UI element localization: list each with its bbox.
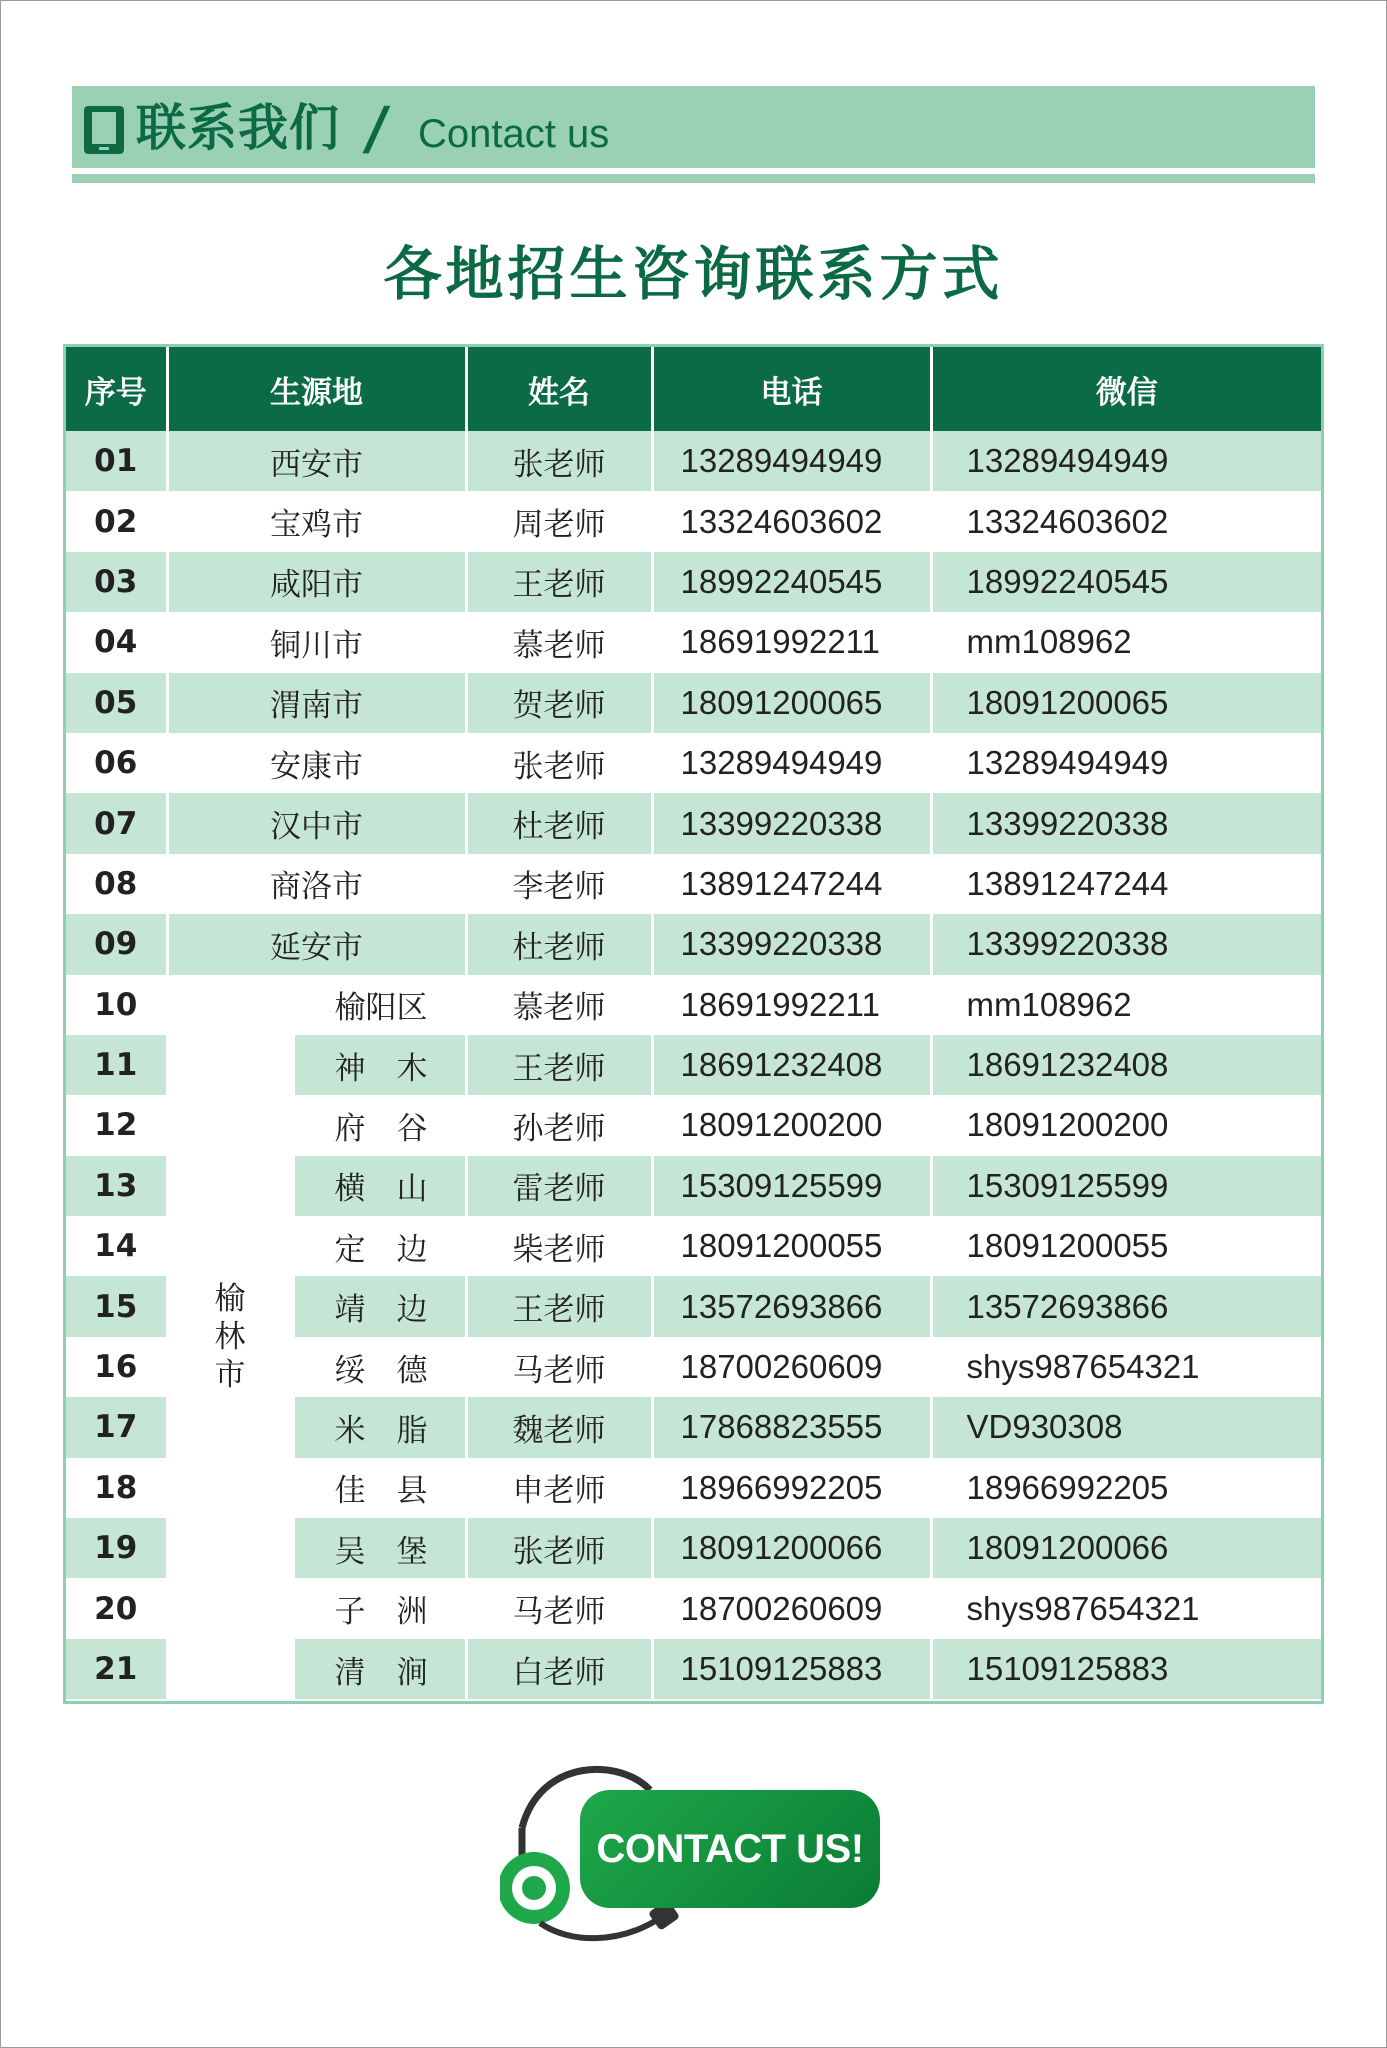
row-name: 马老师: [466, 1337, 652, 1397]
column-header-phone: 电话: [652, 347, 931, 431]
table-row: [66, 914, 1321, 974]
row-wechat: shys987654321: [931, 1337, 1321, 1397]
row-phone: 18691992211: [652, 975, 931, 1035]
row-index: 19: [66, 1518, 167, 1578]
yulin-merged-cell: [167, 975, 293, 1700]
row-name: 白老师: [466, 1639, 652, 1699]
row-wechat: 18091200055: [931, 1216, 1321, 1276]
row-origin: 铜川市: [167, 612, 466, 672]
row-wechat: 18091200066: [931, 1518, 1321, 1578]
row-index: 17: [66, 1397, 167, 1457]
row-origin: 西安市: [167, 431, 466, 491]
row-phone: 15309125599: [652, 1156, 931, 1216]
row-name: 张老师: [466, 733, 652, 793]
row-index: 06: [66, 733, 167, 793]
row-index: 12: [66, 1095, 167, 1155]
row-index: 15: [66, 1276, 167, 1336]
row-index: 03: [66, 552, 167, 612]
row-wechat: 13289494949: [931, 733, 1321, 793]
row-name: 张老师: [466, 431, 652, 491]
row-wechat: 13399220338: [931, 914, 1321, 974]
yulin-label-char: 林: [214, 1318, 246, 1355]
row-index: 16: [66, 1337, 167, 1397]
table-row: [66, 793, 1321, 853]
row-origin: 延安市: [167, 914, 466, 974]
row-index: 05: [66, 673, 167, 733]
row-name: 杜老师: [466, 793, 652, 853]
row-index: 09: [66, 914, 167, 974]
row-wechat: 15309125599: [931, 1156, 1321, 1216]
row-phone: 18700260609: [652, 1578, 931, 1638]
row-name: 雷老师: [466, 1156, 652, 1216]
row-phone: 13289494949: [652, 431, 931, 491]
header-title-cn: 联系我们: [136, 99, 340, 157]
row-origin: 商洛市: [167, 854, 466, 914]
yulin-label-char: 榆: [214, 1280, 246, 1317]
table-row: [66, 612, 1321, 672]
header-slash: /: [361, 94, 392, 162]
row-wechat: 18992240545: [931, 552, 1321, 612]
table-row: [66, 431, 1321, 491]
row-wechat: shys987654321: [931, 1578, 1321, 1638]
row-phone: 18091200055: [652, 1216, 931, 1276]
row-phone: 18091200200: [652, 1095, 931, 1155]
row-county: 横 山: [293, 1156, 466, 1216]
row-phone: 18091200066: [652, 1518, 931, 1578]
page-title: 各地招生咨询联系方式: [383, 240, 1004, 308]
row-phone: 18966992205: [652, 1458, 931, 1518]
row-wechat: 13891247244: [931, 854, 1321, 914]
row-wechat: mm108962: [931, 612, 1321, 672]
row-wechat: 18966992205: [931, 1458, 1321, 1518]
table-row: [66, 854, 1321, 914]
row-phone: 13399220338: [652, 793, 931, 853]
row-name: 慕老师: [466, 975, 652, 1035]
row-origin: 咸阳市: [167, 552, 466, 612]
row-phone: 17868823555: [652, 1397, 931, 1457]
row-index: 08: [66, 854, 167, 914]
row-name: 王老师: [466, 552, 652, 612]
row-index: 02: [66, 491, 167, 551]
column-header-name: 姓名: [466, 347, 652, 431]
row-origin: 渭南市: [167, 673, 466, 733]
row-county: 神 木: [293, 1035, 466, 1095]
row-wechat: 13399220338: [931, 793, 1321, 853]
row-name: 王老师: [466, 1276, 652, 1336]
table-row: [66, 733, 1321, 793]
row-county: 佳 县: [293, 1458, 466, 1518]
header-underline: [72, 174, 1315, 183]
row-origin: 安康市: [167, 733, 466, 793]
row-county: 绥 德: [293, 1337, 466, 1397]
row-phone: 13572693866: [652, 1276, 931, 1336]
row-county: 吴 堡: [293, 1518, 466, 1578]
row-wechat: mm108962: [931, 975, 1321, 1035]
row-county: 定 边: [293, 1216, 466, 1276]
row-wechat: 18091200200: [931, 1095, 1321, 1155]
row-index: 01: [66, 431, 167, 491]
row-phone: 13324603602: [652, 491, 931, 551]
row-county: 清 涧: [293, 1639, 466, 1699]
row-phone: 18700260609: [652, 1337, 931, 1397]
row-name: 慕老师: [466, 612, 652, 672]
row-county: 米 脂: [293, 1397, 466, 1457]
row-origin: 汉中市: [167, 793, 466, 853]
row-index: 07: [66, 793, 167, 853]
row-phone: 18091200065: [652, 673, 931, 733]
yulin-label-char: 市: [214, 1356, 246, 1393]
row-index: 21: [66, 1639, 167, 1699]
row-county: 榆阳区: [293, 975, 466, 1035]
table-row: [66, 552, 1321, 612]
row-county: 府 谷: [293, 1095, 466, 1155]
row-wechat: 13324603602: [931, 491, 1321, 551]
row-phone: 13289494949: [652, 733, 931, 793]
column-header-origin: 生源地: [167, 347, 466, 431]
row-origin: 宝鸡市: [167, 491, 466, 551]
row-phone: 13891247244: [652, 854, 931, 914]
table-row: [66, 673, 1321, 733]
row-name: 魏老师: [466, 1397, 652, 1457]
row-index: 13: [66, 1156, 167, 1216]
row-phone: 13399220338: [652, 914, 931, 974]
row-name: 柴老师: [466, 1216, 652, 1276]
row-index: 20: [66, 1578, 167, 1638]
row-name: 李老师: [466, 854, 652, 914]
row-wechat: 13289494949: [931, 431, 1321, 491]
column-header-index: 序号: [66, 347, 167, 431]
row-name: 杜老师: [466, 914, 652, 974]
row-wechat: 15109125883: [931, 1639, 1321, 1699]
contact-table: [63, 344, 1324, 1704]
row-index: 11: [66, 1035, 167, 1095]
table-row: [66, 975, 1321, 1035]
row-phone: 18992240545: [652, 552, 931, 612]
table-header-row: [66, 347, 1321, 431]
table-row: [66, 491, 1321, 551]
row-index: 14: [66, 1216, 167, 1276]
header-title-en: Contact us: [418, 112, 610, 156]
row-wechat: 13572693866: [931, 1276, 1321, 1336]
row-name: 王老师: [466, 1035, 652, 1095]
row-name: 贺老师: [466, 673, 652, 733]
row-phone: 18691232408: [652, 1035, 931, 1095]
row-name: 马老师: [466, 1578, 652, 1638]
row-wechat: VD930308: [931, 1397, 1321, 1457]
row-phone: 18691992211: [652, 612, 931, 672]
contact-us-label: CONTACT US!: [596, 1827, 864, 1871]
row-county: 子 洲: [293, 1578, 466, 1638]
phone-icon: [82, 104, 126, 156]
row-phone: 15109125883: [652, 1639, 931, 1699]
row-name: 张老师: [466, 1518, 652, 1578]
row-county: 靖 边: [293, 1276, 466, 1336]
row-name: 申老师: [466, 1458, 652, 1518]
row-wechat: 18091200065: [931, 673, 1321, 733]
row-index: 04: [66, 612, 167, 672]
row-index: 18: [66, 1458, 167, 1518]
row-index: 10: [66, 975, 167, 1035]
column-header-wechat: 微信: [931, 347, 1321, 431]
row-wechat: 18691232408: [931, 1035, 1321, 1095]
row-name: 孙老师: [466, 1095, 652, 1155]
row-name: 周老师: [466, 491, 652, 551]
